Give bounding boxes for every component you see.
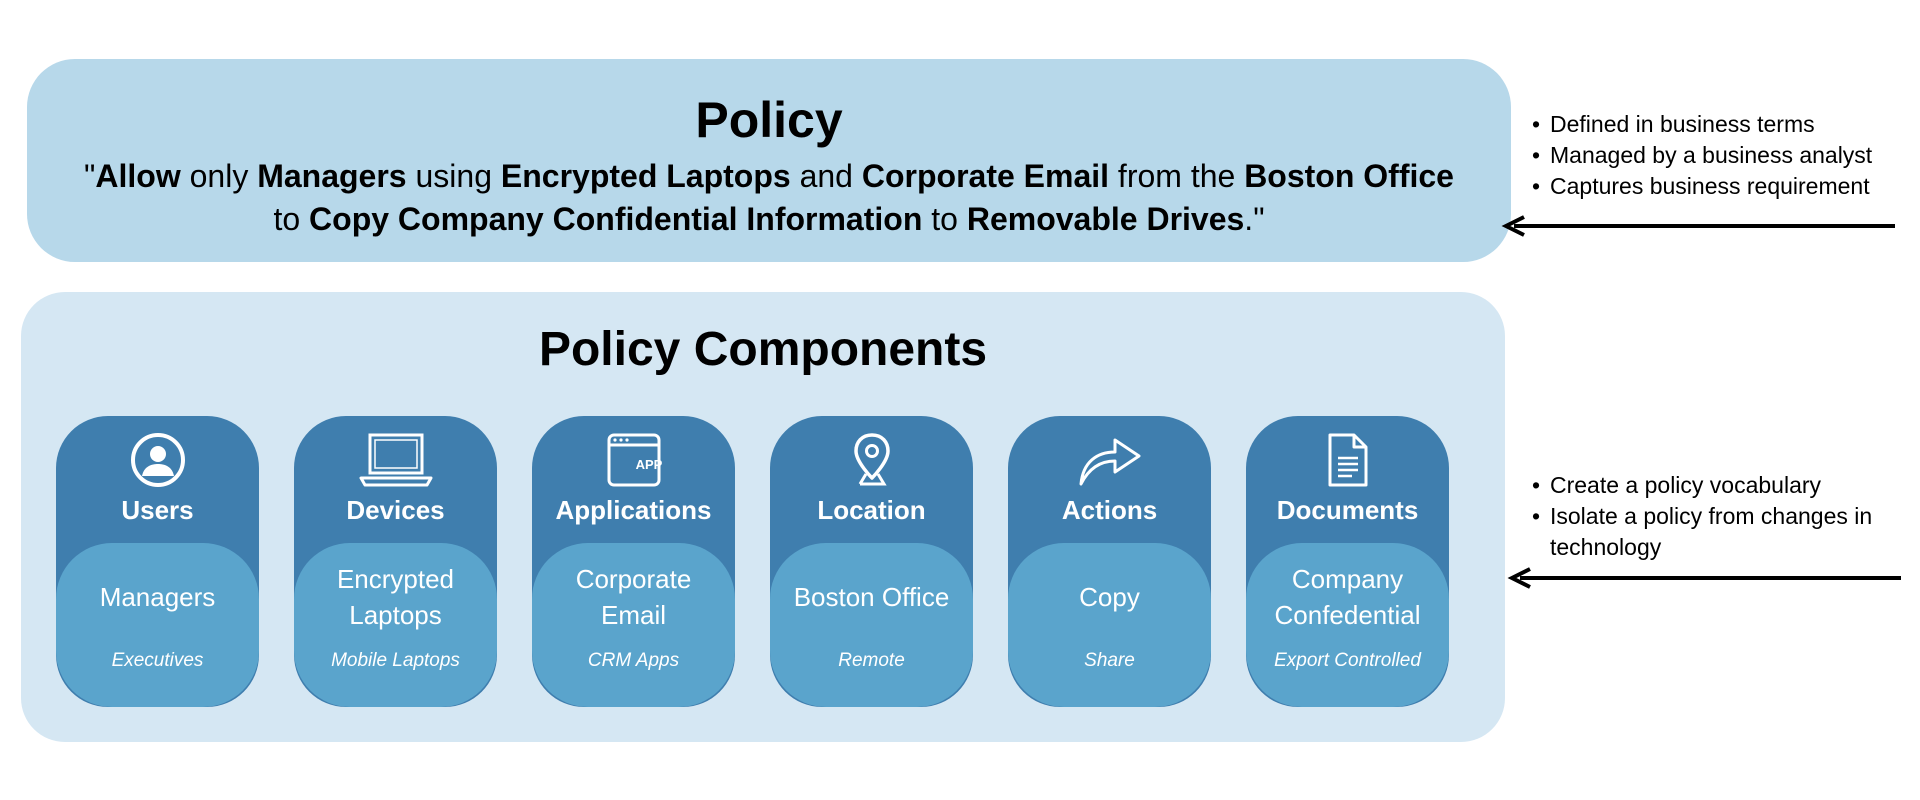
component-card-applications (532, 416, 735, 707)
policy-text: and (790, 158, 862, 194)
component-value-panel (294, 543, 497, 707)
policy-notes-list (1530, 109, 1910, 202)
component-value-panel (1246, 543, 1449, 707)
component-alternative: Remote (838, 650, 905, 671)
note-item: • Managed by a business analyst (1530, 140, 1910, 171)
note-item: • Create a policy vocabulary (1530, 470, 1910, 501)
policy-text: using (406, 158, 501, 194)
arrow-left-icon (1506, 566, 1906, 590)
laptop-icon (294, 432, 497, 488)
component-value: Copy (1079, 582, 1140, 612)
policy-components-box (21, 292, 1505, 742)
component-alternative: CRM Apps (587, 650, 680, 671)
component-label: Applications (555, 495, 712, 525)
component-label: Devices (346, 495, 445, 525)
policy-components-title: Policy Components (538, 323, 988, 376)
policy-keyword: Boston Office (1244, 158, 1454, 194)
component-label: Location (817, 495, 926, 525)
component-card-documents (1246, 416, 1449, 707)
policy-keyword: Encrypted Laptops (500, 158, 791, 194)
policy-text: to (922, 201, 967, 237)
policy-keyword: Copy Company Confidential Information (309, 201, 923, 237)
policy-keyword: Allow (95, 158, 181, 194)
component-label: Users (121, 495, 194, 525)
policy-text: " (84, 158, 96, 194)
component-value-panel (532, 543, 735, 707)
policy-title: Policy (695, 92, 843, 148)
location-pin-icon (770, 432, 973, 488)
app-icon-text: APP (635, 457, 662, 472)
component-value: Encrypted Laptops (336, 564, 455, 630)
policy-text: from the (1109, 158, 1245, 194)
app-window-icon (532, 432, 735, 488)
component-alternative: Share (1084, 650, 1135, 671)
policy-statement (27, 155, 1511, 241)
policy-keyword: Removable Drives (966, 201, 1245, 237)
component-value: Boston Office (793, 582, 950, 612)
policy-keyword: Corporate Email (861, 158, 1110, 194)
component-value-panel (770, 543, 973, 707)
arrow-left-icon (1500, 214, 1900, 238)
policy-box (27, 59, 1511, 262)
component-value-panel (56, 543, 259, 707)
component-card-devices (294, 416, 497, 707)
note-item: • Defined in business terms (1530, 109, 1910, 140)
component-label: Documents (1276, 495, 1419, 525)
policy-text: to (273, 201, 310, 237)
note-item: • Captures business requirement (1530, 171, 1910, 202)
share-arrow-icon (1008, 432, 1211, 488)
note-item: • Isolate a policy from changes in technology (1530, 501, 1910, 563)
user-icon (56, 432, 259, 488)
document-icon (1246, 432, 1449, 488)
components-notes-list (1530, 470, 1910, 563)
policy-keyword: Managers (257, 158, 407, 194)
component-value: Corporate Email (575, 564, 692, 630)
component-alternative: Export Controlled (1274, 650, 1421, 671)
component-card-users (56, 416, 259, 707)
component-value: Company Confedential (1274, 564, 1421, 630)
component-card-actions (1008, 416, 1211, 707)
component-value: Managers (99, 582, 216, 612)
component-value-panel (1008, 543, 1211, 707)
component-label: Actions (1061, 495, 1158, 525)
component-alternative: Executives (111, 650, 204, 671)
policy-text: only (180, 158, 258, 194)
policy-text: ." (1244, 201, 1265, 237)
component-card-location (770, 416, 973, 707)
component-alternative: Mobile Laptops (331, 650, 460, 671)
